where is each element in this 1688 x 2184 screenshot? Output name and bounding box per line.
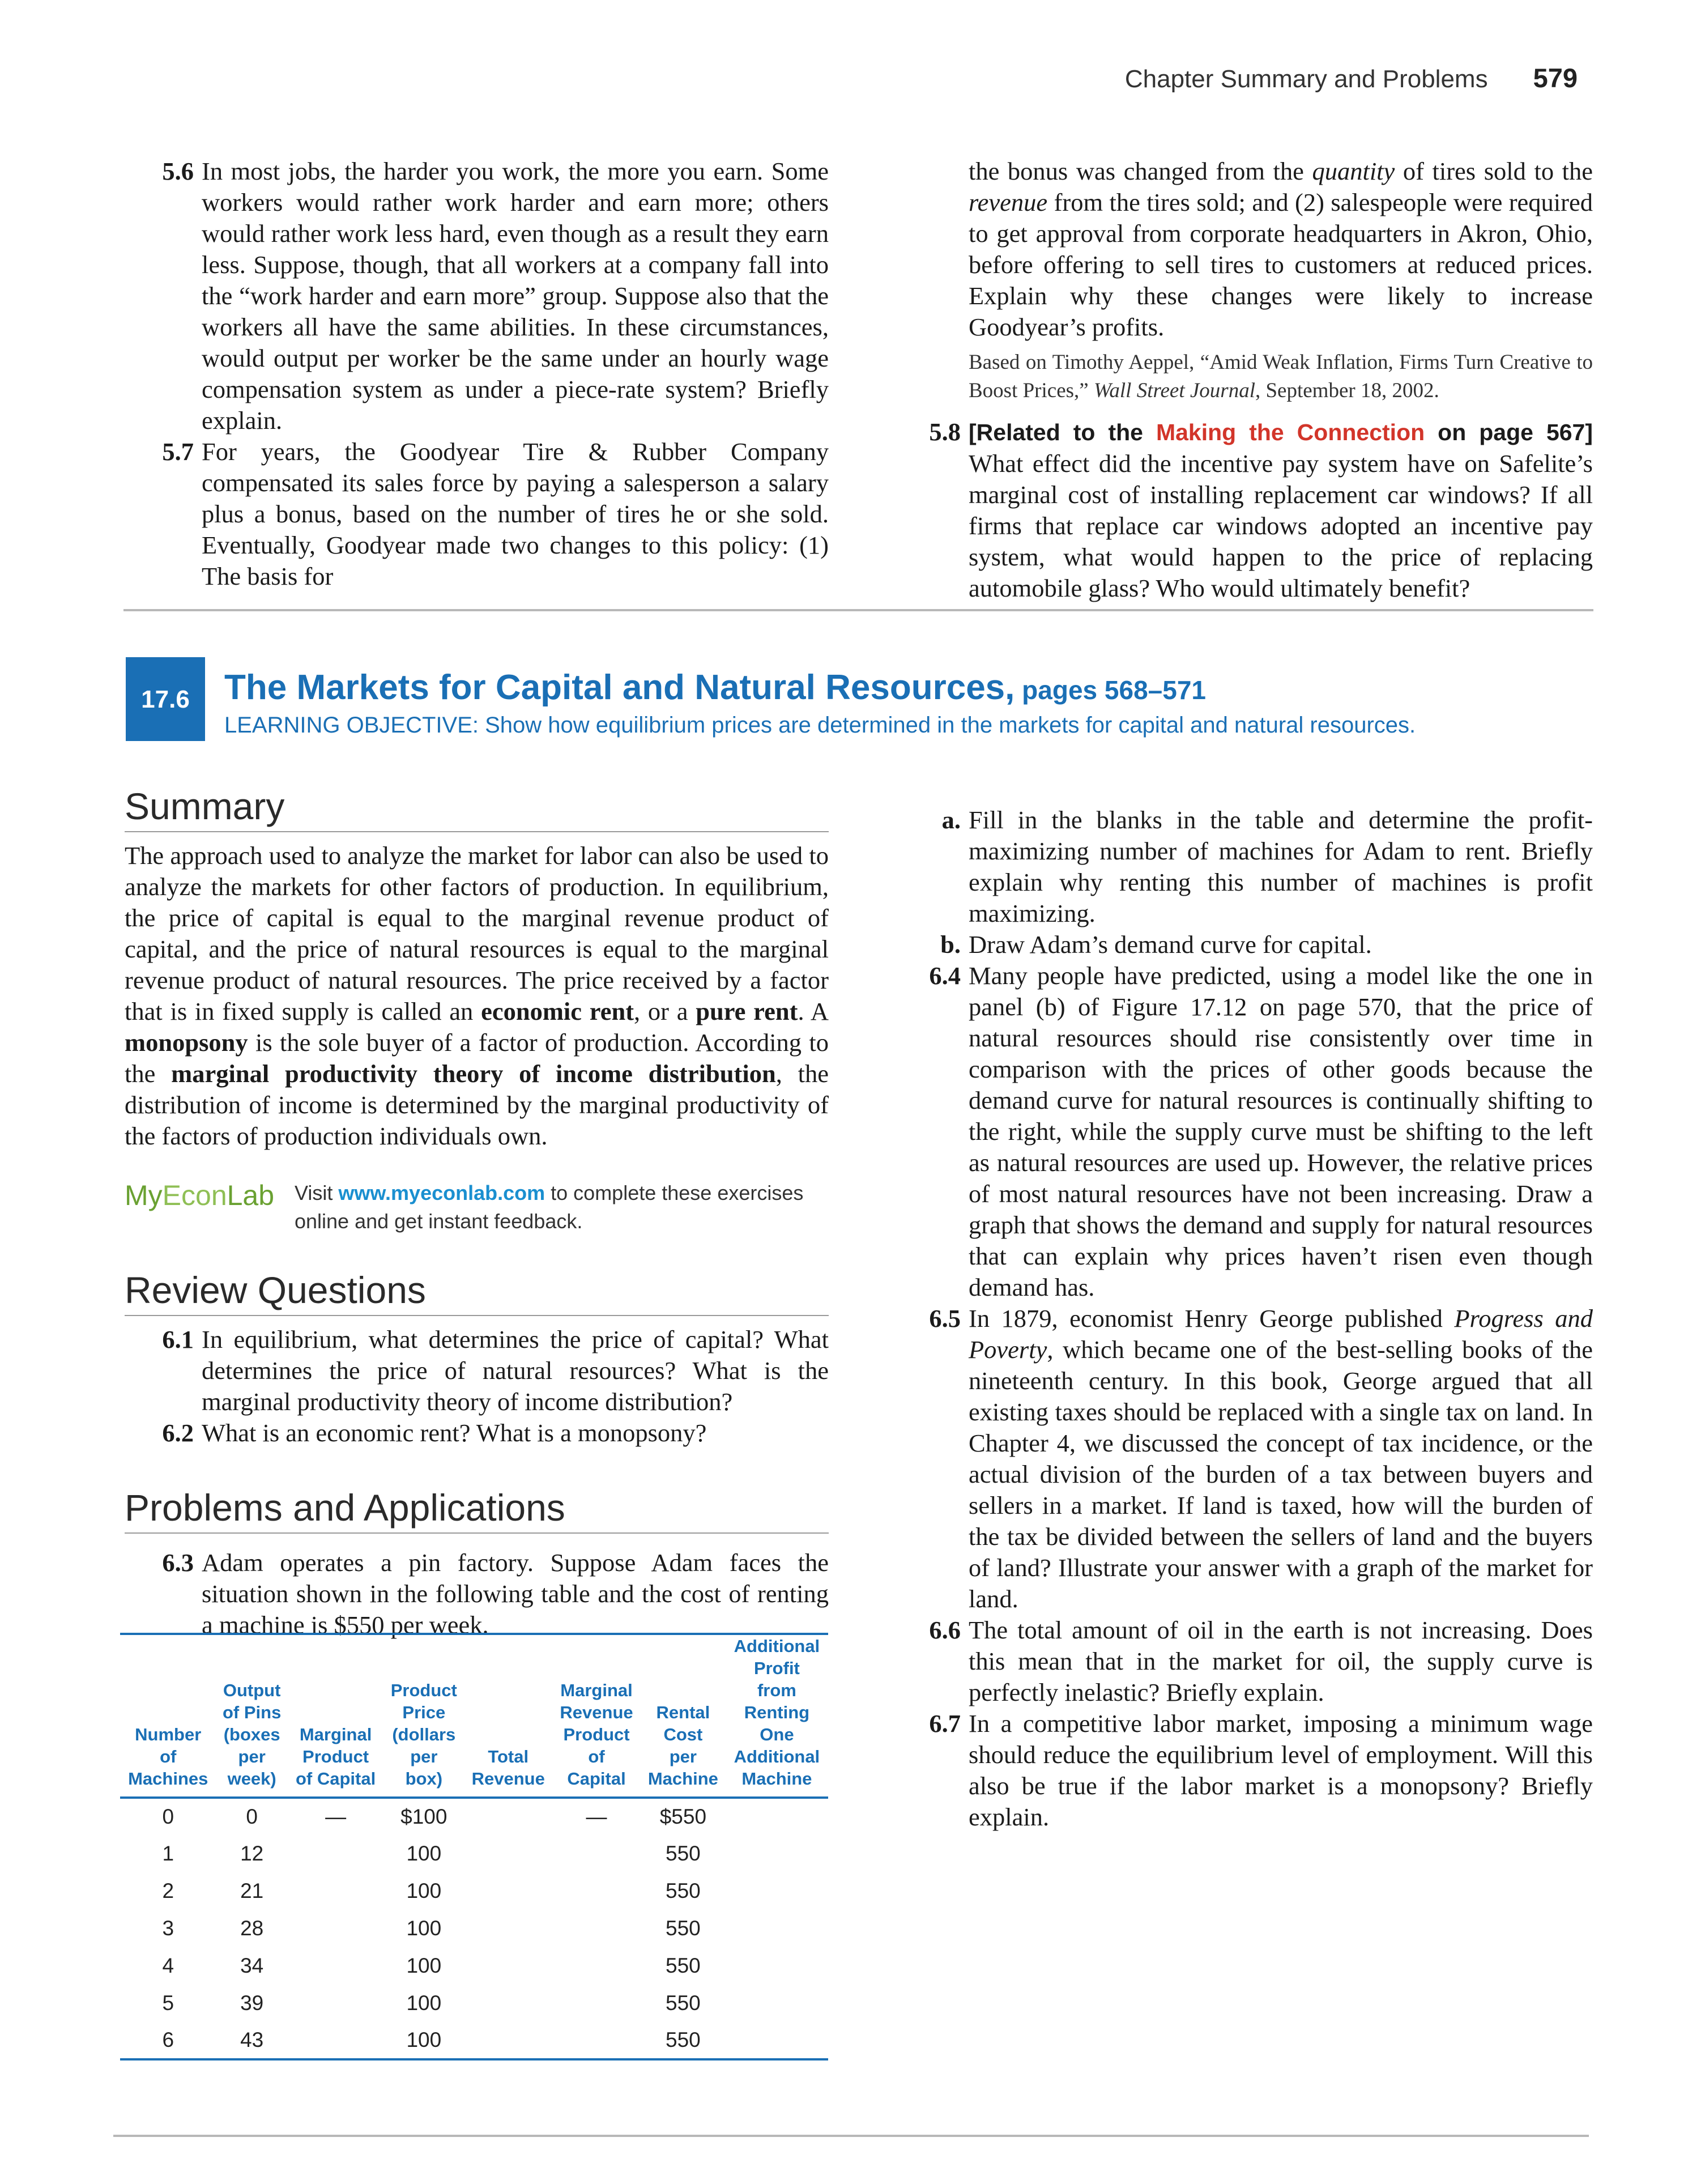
question-number: 5.8 [929,418,961,446]
table-cell: 5 [162,1991,174,2015]
table-cell [464,1835,552,1872]
related-to-prefix: [Related to the [969,419,1156,445]
right-lower-column [913,804,1593,1833]
column-header: Additional Profit from Renting One Additional Machine [734,1636,820,1789]
column-header: Number of Machines [128,1725,208,1789]
question-number: 6.1 [162,1325,194,1353]
table-cell [288,1947,383,1985]
table-row [120,1947,828,1985]
table-cell [464,1872,552,1910]
column-header: Rental Cost per Machine [647,1702,718,1789]
myeconlab-logo: MyEconLab [125,1180,275,1211]
column-header: Total Revenue [471,1747,545,1789]
section-title: The Markets for Capital and Natural Resources, pages 568–571 [224,668,1206,707]
table-cell [288,1910,383,1947]
table-cell: 100 [406,1991,442,2015]
column-header: Marginal Revenue Product of Capital [560,1680,633,1789]
table-cell [552,1835,641,1872]
review-questions-heading: Review Questions [125,1269,426,1311]
table-header-row [120,1634,828,1798]
table-cell [464,1910,552,1947]
question-text: Adam operates a pin factory. Suppose Adam faces the situation shown in the following table and the cost of renting a machine is $550 per week. [202,1548,829,1639]
question-number: 6.2 [162,1419,194,1447]
review-questions-list [125,1324,829,1449]
table-cell: 100 [406,1842,442,1865]
question-5-6 [146,156,829,436]
table-cell [288,2022,383,2059]
related-to-suffix: on page 567] [1425,419,1593,445]
table-cell [464,2022,552,2059]
table-cell: 4 [162,1954,174,1977]
table-cell [552,1872,641,1910]
table-cell [726,1985,828,2022]
table-cell [288,1835,383,1872]
question-6-7 [913,1708,1593,1833]
term-economic-rent: economic rent [481,997,634,1025]
table-cell [464,1985,552,2022]
question-number: 6.6 [929,1616,961,1644]
question-text: In most jobs, the harder you work, the more you earn. Some workers would rather work harder and earn more; others would rather work less hard, even though as a result they earn less. Suppose, though, that all workers at a company fall into the “work harder and earn more” group. Suppose also that the workers all have the same abilities. In these circumstances, would output per worker be the same under an hourly wage compensation system as under a piece-rate system? Briefly explain. [202,157,829,435]
question-6-2 [146,1417,829,1449]
table-body [120,1798,828,2059]
table-cell: 550 [666,1879,701,1902]
table-cell: — [586,1805,607,1828]
left-lower-column [125,785,829,1641]
question-number: 6.3 [162,1548,194,1577]
table-cell: 100 [406,1954,442,1977]
table-cell: $550 [659,1805,707,1828]
myeconlab-visit-text: Visit www.myeconlab.com to complete these exercises online and get instant feedback. [295,1181,804,1233]
table-cell: 550 [666,1842,701,1865]
question-number: 5.7 [162,437,194,466]
question-text: Fill in the blanks in the table and determine the profit-maximizing number of machines for Adam to rent. Briefly explain why renting this number of machines is profit maximizing. [969,806,1593,927]
term-pure-rent: pure rent [696,997,798,1025]
learning-objective: LEARNING OBJECTIVE: Show how equilibrium prices are determined in the markets for capital and natural resources. [224,713,1416,738]
question-5-7 [146,436,829,592]
question-6-3 [146,1547,829,1641]
question-text: In equilibrium, what determines the price of capital? What determines the price of natural resources? What is the marginal productivity theory of income distribution? [202,1325,829,1416]
table-cell [552,2022,641,2059]
summary-paragraph: The approach used to analyze the market for labor can also be used to analyze the markets for other factors of production. In equilibrium, the price of capital is equal to the marginal revenue product of capital, and the price of natural resources is equal to the marginal revenue product of natural resources. The price received by a factor that is in fixed supply is called an economic rent, or a pure rent. A monopsony is the sole buyer of a factor of production. According to the marginal productivity theory of income distribution, the distribution of income is determined by the marginal productivity of the factors of production individuals own. [125,841,829,1150]
table-cell: 0 [162,1805,174,1828]
table-cell [726,2022,828,2059]
question-number: 6.7 [929,1709,961,1738]
table-cell [464,1947,552,1985]
table-row [120,2022,828,2059]
question-number: 6.4 [929,961,961,990]
making-the-connection-link[interactable]: Making the Connection [1156,419,1425,445]
question-6-3-part-a [913,804,1593,929]
emphasis-revenue: revenue [969,188,1048,216]
table-cell: $100 [400,1805,447,1828]
table-cell: 0 [246,1805,258,1828]
table-cell: 43 [240,2028,264,2051]
source-citation: Based on Timothy Aeppel, “Amid Weak Inflation, Firms Turn Creative to Boost Prices,” Wall Street Journal, September 18, 2002. [969,351,1593,402]
heading-rule [125,1315,829,1316]
section-divider [123,609,1593,611]
table-cell [552,1910,641,1947]
question-text: Draw Adam’s demand curve for capital. [969,930,1372,959]
part-label: a. [941,806,961,834]
question-6-5: 6.5 In 1879, economist Henry George published Progress and Poverty, which became one of the best-selling books of the nineteenth century. In this book, George argued that all existing taxes should be replaced with a single tax on land. In Chapter 4, we discussed the concept of tax incidence, or the actual division of the burden of a tax between buyers and sellers in a market. If land is taxed, how will the burden of the tax be divided between the sellers of land and the buyers of land? Illustrate your answer with a graph of the market for land. [913,1303,1593,1615]
section-number-badge: 17.6 [126,657,205,741]
table-cell [288,1985,383,2022]
emphasis-quantity: quantity [1312,157,1395,185]
question-text: What effect did the incentive pay system have on Safelite’s marginal cost of installing replacement car windows? If all firms that replace car windows adopted an incentive pay system, what would happen to the price of replacing automobile glass? Who would ultimately benefit? [969,449,1593,602]
table-cell: — [325,1805,347,1828]
term-monopsony: monopsony [125,1028,248,1057]
top-right-column [913,156,1593,604]
table-cell: 550 [666,1991,701,2015]
top-left-column [146,156,829,592]
table-cell [726,1872,828,1910]
question-5-7-continued: the bonus was changed from the quantity of tires sold to the revenue from the tires sold; and (2) salespeople were required to get approval from corporate headquarters in Akron, Ohio, before offering to sell tires to customers at reduced prices. Explain why these changes were likely to increase Goodyear’s profits. [969,157,1593,341]
chapter-summary-label: Chapter Summary and Problems [1124,65,1488,93]
question-text: For years, the Goodyear Tire & Rubber Company compensated its sales force by paying a salesperson a salary plus a bonus, based on the number of tires he or she sold. Eventually, Goodyear made two changes to this policy: (1) The basis for [202,437,829,590]
table-cell: 28 [240,1917,264,1940]
question-6-1 [146,1324,829,1417]
page-number: 579 [1533,63,1578,93]
table-row [120,1872,828,1910]
problems-heading: Problems and Applications [125,1487,565,1529]
table-cell: 39 [240,1991,264,2015]
column-header: Marginal Product of Capital [295,1725,376,1789]
bottom-rule [113,2135,1589,2137]
table-cell: 100 [406,2028,442,2051]
question-text: In a competitive labor market, imposing a minimum wage should reduce the equilibrium level of employment. Will this also be true if the labor market is a monopsony? Briefly explain. [969,1709,1593,1831]
question-number: 5.6 [162,157,194,185]
question-6-4 [913,960,1593,1303]
table-cell: 550 [666,1917,701,1940]
table-cell: 21 [240,1879,264,1902]
question-6-3-part-b [913,929,1593,960]
table-cell: 1 [162,1842,174,1865]
table-cell: 550 [666,1954,701,1977]
table-cell: 12 [240,1842,264,1865]
question-text: Many people have predicted, using a model like the one in panel (b) of Figure 17.12 on page 570, that the price of natural resources should rise consistently over time in comparison with the prices of other goods because the demand curve for natural resources is continually shifting to the right, while the supply curve must be shifting to the left as natural resources are used up. However, the relative prices of most natural resources have not been increasing. Draw a graph that shows the demand and supply for natural resources that can explain why prices haven’t risen even though demand has. [969,961,1593,1301]
book-title: Progress and Poverty [969,1304,1593,1364]
table-row [120,1910,828,1947]
pin-factory-table [120,1633,828,2060]
heading-rule [125,1532,829,1534]
table-cell: 100 [406,1879,442,1902]
question-text: What is an economic rent? What is a monopsony? [202,1419,707,1447]
problems-list [125,1547,829,1641]
table-cell [552,1985,641,2022]
table-cell: 550 [666,2028,701,2051]
journal-name: Wall Street Journal [1093,379,1255,402]
question-6-6 [913,1615,1593,1708]
table-cell: 2 [162,1879,174,1902]
column-header: Product Price (dollars per box) [390,1680,457,1789]
myeconlab-callout [125,1179,829,1236]
table-cell [726,1798,828,1835]
section-pages: pages 568–571 [1014,675,1206,705]
table-row [120,1798,828,1835]
table-cell: 6 [162,2028,174,2051]
table-cell [464,1798,552,1835]
term-marginal-productivity-theory: marginal productivity theory of income distribution [171,1059,776,1088]
running-head [1125,62,1578,93]
question-5-8 [913,416,1593,604]
table-row [120,1835,828,1872]
heading-rule [125,831,829,832]
table-cell: 100 [406,1917,442,1940]
table-cell [552,1947,641,1985]
question-text: The total amount of oil in the earth is not increasing. Does this mean that in the market for oil, the supply curve is perfectly inelastic? Briefly explain. [969,1616,1593,1706]
table-cell: 3 [162,1917,174,1940]
table-cell [726,1835,828,1872]
summary-heading: Summary [125,785,285,827]
table-cell [726,1947,828,1985]
column-header: Output of Pins (boxes per week) [223,1680,282,1789]
table-cell [726,1910,828,1947]
part-label: b. [940,930,961,959]
myeconlab-url-link[interactable]: www.myeconlab.com [338,1181,545,1204]
question-number: 6.5 [929,1304,961,1332]
table-row [120,1985,828,2022]
table-cell: 34 [240,1954,264,1977]
table-cell [288,1872,383,1910]
